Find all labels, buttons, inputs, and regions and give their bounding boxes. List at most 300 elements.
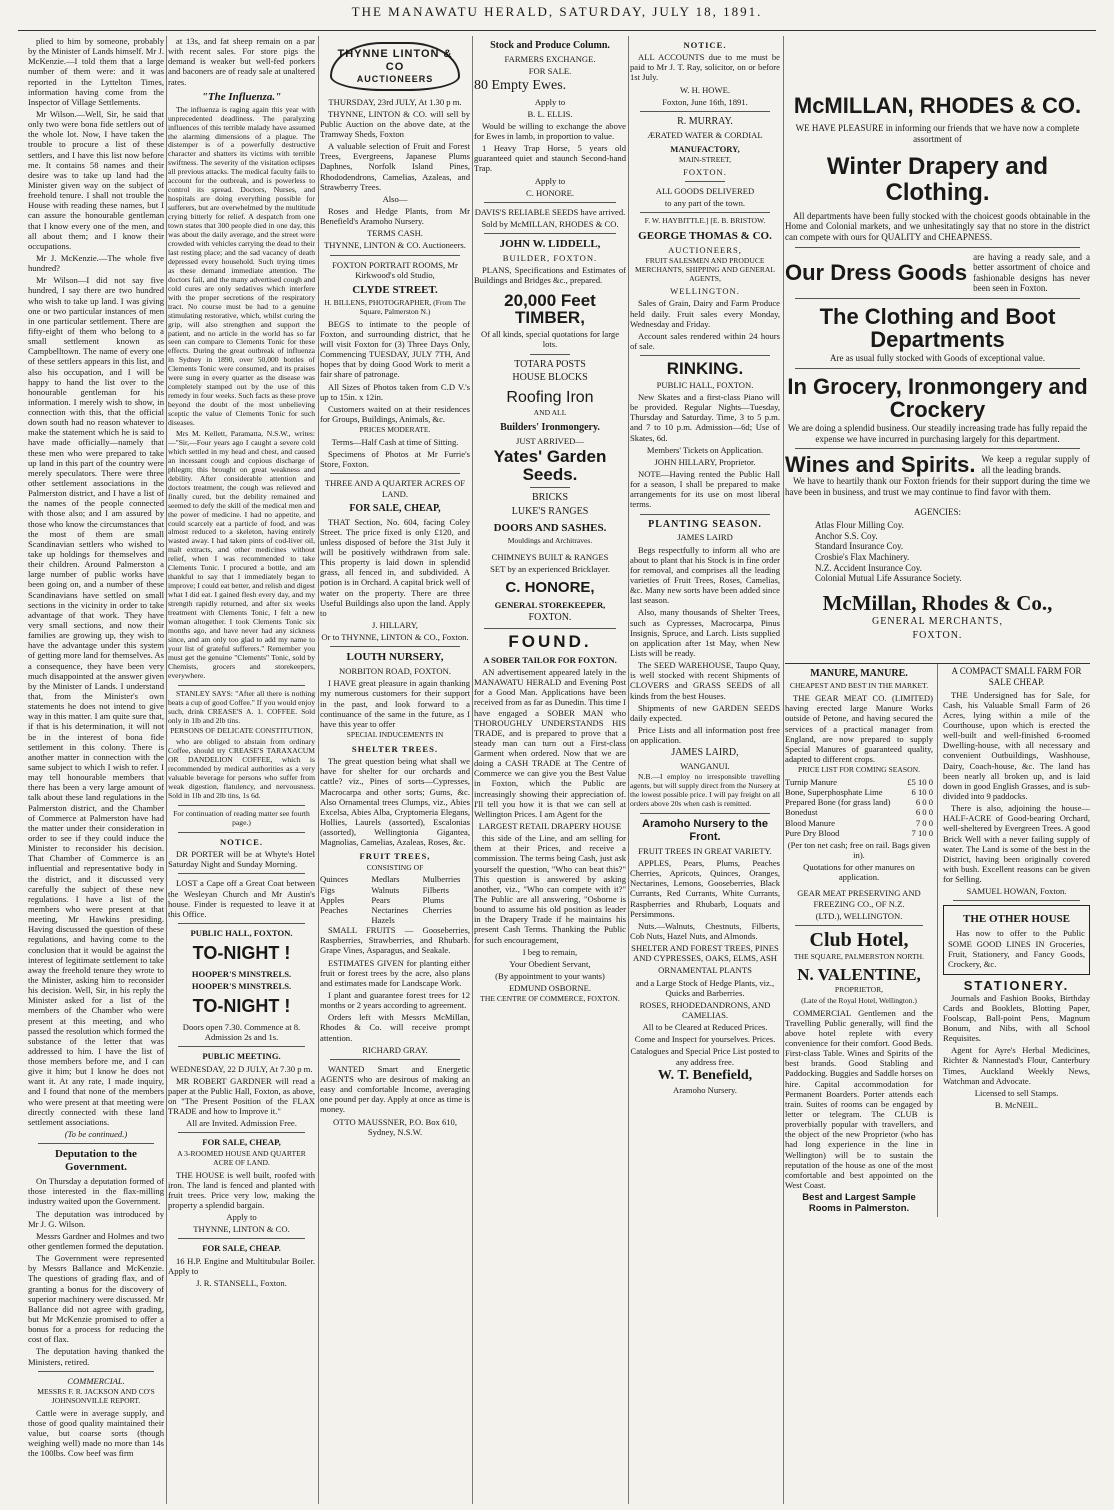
column-divider <box>628 36 629 1504</box>
separator <box>795 298 1080 299</box>
agency-item: Atlas Flour Milling Coy. <box>815 520 904 531</box>
manure-name: Prepared Bone (for grass land) <box>785 797 891 808</box>
nursery-road: NORBITON ROAD, FOXTON. <box>339 666 451 677</box>
notice-date: Foxton, June 16th, 1891. <box>662 96 748 107</box>
stationery-text: Journals and Fashion Books, Birthday Cards and Booklets, Blotting Paper, Foolscap, Ball-point Pens, Magnum Bonum, and Nibs, with all School Requisites. <box>943 992 1090 1044</box>
manure-price: £5 10 0 <box>907 777 933 788</box>
laird-text: Begs respectfully to inform all who are about to plant that his Stock is in fine order for removal, and comprises all the leading varieties of Fruit Trees, Roses, Camelias, &c. Many new sorts have been added since last season. <box>630 544 780 606</box>
largest-line: LARGEST RETAIL DRAPERY HOUSE <box>478 821 622 832</box>
foxton-line: FOXTON. <box>683 166 727 177</box>
farmers-exchange: FARMERS EXCHANGE. <box>504 53 596 64</box>
meeting-date: WEDNESDAY, 22 D JULY, At 7.30 p m. <box>170 1063 313 1074</box>
grocery-heading: In Grocery, Ironmongery and Crockery <box>787 373 1088 422</box>
separator <box>795 247 1080 248</box>
manure-price: 6 10 0 <box>911 787 933 798</box>
continuation-note: For continuation of reading matter see fourth page.) <box>173 809 310 828</box>
manure-row <box>785 787 933 797</box>
sober-line: A SOBER TAILOR FOR FOXTON. <box>483 654 617 665</box>
fruit-item: Nectarines <box>371 904 409 915</box>
wines-text: We keep a regular supply of all the leading brands. <box>981 454 1090 475</box>
murray-name: R. MURRAY. <box>677 115 733 127</box>
late-line: (Late of the Royal Hotel, Wellington.) <box>801 995 917 1005</box>
separator <box>178 923 305 924</box>
seeds-sold: Sold by McMILLAN, RHODES & CO. <box>481 219 619 229</box>
mouldings-line: Mouldings and Architraves. <box>507 536 593 546</box>
laird-nb: N.B.—I employ no irresponsible travelling agents, but will supply direct from the Nursery at the lowest possible price. I will pay freight on all orders above 20s when cash is remitted. <box>630 772 780 808</box>
mcneil-name: B. McNEIL. <box>994 1099 1039 1110</box>
column-6 <box>785 36 1090 1504</box>
separator <box>484 202 616 203</box>
separator <box>178 1046 305 1047</box>
timber-heading: TIMBER, <box>515 308 585 328</box>
land-name: J. HILLARY, <box>372 619 418 630</box>
thank-text: We have to heartily thank our Foxton friends for their support during the time we have been in business, and trust we may continue to find favor with them. <box>785 476 1090 497</box>
nursery-owner: RICHARD GRAY. <box>362 1044 428 1055</box>
separator <box>640 111 770 112</box>
manure-price: 6 0 0 <box>915 807 933 818</box>
separator <box>795 448 1080 449</box>
separator <box>530 487 570 488</box>
column-2 <box>168 36 315 1504</box>
rinking-text: New Skates and a first-class Piano will be provided. Regular Nights—Tuesday, Thursday and Saturday. Time, 3 to 5 p.m. and 7 to 10 p.m. Admission—6d; Use of Skates, 6d. <box>630 392 780 443</box>
sample-rooms: Best and Largest Sample Rooms in Palmerston. <box>802 1192 916 1215</box>
fruit-item: Peaches <box>320 904 348 915</box>
ellis-name: B. L. ELLIS. <box>527 108 573 119</box>
manure-heading: MANURE, MANURE. <box>810 668 908 680</box>
fruit-item: Filberts <box>422 884 449 895</box>
delicate-heading: PERSONS OF DELICATE CONSTITUTION, <box>170 726 313 736</box>
fruit-item: Mulberries <box>422 874 461 885</box>
nursery-text: ESTIMATES GIVEN for planting either fruit or forest trees by the acre, also plans and estimates made for Landscape Work. <box>320 957 470 988</box>
article-paragraph: The deputation was introduced by Mr J. G. Wilson. <box>28 1208 164 1229</box>
ltd-line: (LTD.), WELLINGTON. <box>815 910 903 921</box>
wines-row <box>785 453 1090 476</box>
other-house-box <box>943 905 1090 975</box>
horse-ad: 1 Heavy Trap Horse, 5 years old guaranteed quiet and staunch Second-hand Trap. <box>474 143 626 174</box>
manure-row <box>785 797 933 807</box>
catalogues-line: Catalogues and Special Price List posted to any address free. <box>630 1046 780 1067</box>
separator <box>178 685 305 686</box>
plans-text: PLANS, Specifications and Estimates of Buildings and Bridges &c., prepared. <box>474 265 626 286</box>
dress-heading: Our Dress Goods <box>785 260 968 286</box>
article-paragraph: On Thursday a deputation formed of those interested in the flax-milling industry waited upon the Government. <box>28 1176 164 1207</box>
manure-row <box>785 777 933 787</box>
influenza-heading: "The Influenza." <box>201 90 282 103</box>
ornamental-line: ORNAMENTAL PLANTS <box>658 965 752 976</box>
separator <box>795 368 1080 369</box>
ironmongery-line: Builders' Ironmongery. <box>500 421 600 433</box>
manure-row <box>785 807 933 817</box>
article-paragraph: Mr Wilson—I did not say five hundred, I say there are two hundred who wish to take up land. I was giving one or two particular instances of men in one particular settlement. There are fifty-eight of them who belong to a small settlement known as Campbelltown. The name of every one of these settlers appears in this list, and also his occupation, and I will be happy to hand the list over to the honourable gentleman for his information. I merely wish to show, in connection with this, that the official down south had no reason whatever to make the statement which he is said to have made officially—namely that these men who were prepared to take up land in this part of the country were merely speculators. There were three other settlement associations in the Palmerston district, and I have a list of the names of the people connected with those also; and I am assured by those who know the circumstances that the most of them are small Scandinavian settlers who wished to take up holdings for themselves and their children. Around Palmerston a large number of public works have been going on, and a number of these Scandinavians have settled on small sections in the vicinity in order to take advantage of that work. They have very small sections, and now their families are growing up, they wish to have the advantage under this system of getting more land for themselves. As a consequence, they have been very much disappointed at the answer given by the Minister of Lands. I understand that, from the Minister's own statements he does not intend to give way in this matter. I am quite sure that, if that is his determination, it will not be in the interest of bona fide settlement in this colony. There is another matter in connection with the same subject to which I wish to refer. I may tell honourable members that there has been a very large amount of talk about these land regulations in the Palmerston district, and the Chamber of Commerce at Palmerston have had the matter under their consideration in order to see if they could induce the Minister to reconsider his decision. That Chamber of Commerce is an influential and representative body in the district, and it discussed very carefully the subject of these new regulations. I have a list of the members who were present at that meeting, Mr Hawkins presiding. Having discussed the question of these regulations, and having come to the conclusion that it would be against the interest of legitimate settlement to take away the freehold tenure they wrote to the Minister, asking him to reconsider his decision. Well, Sir, in his reply the Minister asked for a list of the members of the Chamber who were present at this meeting, and who passed the resolution which formed the substance of the letter that was addressed to him. I have the list of those members before me, and I can give it him; but I know he does not want it. At any rate, I made inquiry, and I found that none of the members who were present at that meeting were directly connected with these land settlement associations. <box>28 275 164 1127</box>
manufactory-line: MANUFACTORY, <box>670 143 740 154</box>
article-paragraph: The deputation having thanked the Ministers, retired. <box>28 1346 164 1367</box>
fruit-item: Cherries <box>422 904 452 915</box>
auction-firm: THYNNE, LINTON & CO. Auctioneers. <box>324 240 466 251</box>
separator <box>640 813 770 814</box>
appointment-line: (By appointment to your wants) <box>495 971 605 982</box>
tonight-banner: TO-NIGHT ! <box>192 996 291 1017</box>
agency-list <box>785 520 1090 584</box>
influenza-paragraph: Mrs M. Kellett, Paramatta, N.S.W., writes:—"Sir,—Four years ago I caught a severe cold which settled in my head and chest, and caused an incessant cough and copious discharge of phlegm; this brought on great weakness and debility. After considerable attention and doctors treatment, the cough was relieved and finally cured, but the debility remained and seemed to defy the skill of the medical men and the power of medicine. I had no appetite, and could scarcely eat a particle of food, and was almost reduced to a skeleton, having entirely wasted away. I had taken pints of cod-liver oil, malt extracts, and other medicines without relief, when I was recommended to take Clements Tonic. I procured a bottle, and am thankful to say that I immediately began to improve; I could eat better, and relish and digest what I did eat. I gained flesh every day, and my strength rapidly returned, and after six weeks treatment with Clements Tonic, I felt a new woman altogether. I took Clements Tonic six months ago, and have never had any sickness since, and am only too glad to add my name to your list of grateful sufferers." Remember you must get the genuine "Clements" Tonic, sold by Chemists, grocers and storekeepers, everywhere. <box>168 428 315 680</box>
chimneys-line: CHIMNEYS BUILT & RANGES <box>491 551 609 562</box>
article-paragraph: The Government were represented by Messrs Ballance and McKenzie. The questions of grading flax, and of granting a bonus for the discovery of superior machinery were discussed. Mr Ballance did not agree with grading, but Mr McKenzie promised to offer a bonus for a process for reducing the cost of flax. <box>28 1253 164 1345</box>
commercial-subheading: MESSRS F. R. JACKSON AND CO'S JOHNSONVILLE REPORT. <box>37 1386 155 1405</box>
doors-line: DOORS AND SASHES. <box>493 522 607 535</box>
meeting-heading: PUBLIC MEETING. <box>202 1051 281 1062</box>
separator <box>330 473 460 474</box>
column-divider <box>318 36 319 1504</box>
minstrels-line: HOOPER'S MINSTRELS. <box>191 969 292 980</box>
liddell-name: JOHN W. LIDDELL, <box>499 238 601 251</box>
manure-name: Blood Manure <box>785 817 835 828</box>
wines-heading: Wines and Spirits. <box>785 452 976 478</box>
influenza-paragraph: The influenza is raging again this year with unprecedented deadliness. The paralyzing influences of this terrible malady have assumed the alarming dimensions of a plague. The distemper is of a powerfully destructive character and shatters its victims with terrible swiftness. The severity of the visitation eclipses all previous attacks. The medical faculty fails to account for the outbreak, and is powerless to control its spread. Doctors, Nurses, and hospitals are doing everything possible for sufferers, but are overwhelmed by the multitude crying bitterly for relief. A despatch from one town states that 300 people died in one day, this was about the daily average, and the street were crowded with vehicles carrying the dead to their last resting place; and the sad vacancy of death depressed every household. Such trying times as these demand immediate attention. The doctors fail, and the many advertised cough and cold cures are only sedatives which interfere with the proper secretions of the respiratory tract. No course must be had to a genuine stimulating restorative, which, whilst curing the grip, will also strengthen and support the patient, and no article in the world has so far seen can compare to Clements Tonic for these effects. During the great outbreak of influenza in Sydney in 1890, over 50,000 bottles of Clements Tonic were consumed, and its praises were sung in every quarter as the disease was completely stamped out by the use of this remedy in four weeks. Such facts as these prove beyond the doubt of the most unbelieving sceptic the value of Clements Tonic for such diseases. <box>168 104 315 428</box>
for-sale: FOR SALE. <box>528 65 572 76</box>
notice-text: DR PORTER will be at Whyte's Hotel Saturday Night and Sunday Morning. <box>168 849 315 870</box>
nursery-inducements: SPECIAL INDUCEMENTS IN <box>346 730 444 740</box>
clothing-heading: The Clothing and Boot Departments <box>819 303 1056 353</box>
laird-text: The SEED WAREHOUSE, Taupo Quay, is well stocked with recent Shipments of CLOVERS and GRASS SEEDS of all kinds from the best Houses. <box>630 660 780 701</box>
stationery-heading: STATIONERY. <box>963 977 1070 993</box>
stamp-line: THYNNE LINTON & CO <box>337 48 453 73</box>
aramoho-line: Aramoho Nursery. <box>673 1085 737 1096</box>
continued-note: (To be continued.) <box>64 1129 128 1140</box>
photo-text: BEGS to intimate to the people of Foxton, and surrounding district, that he will visit Foxton for (3) Three Days Only, Commencing TUESDAY, JULY 7TH, And hopes that by doing Good Work to merit a fair share of patronage. <box>320 318 470 380</box>
foxton-line: FOXTON. <box>912 629 963 641</box>
separator <box>640 355 770 356</box>
nursery-text: SMALL FRUITS — Gooseberries, Raspberries, Strawberries, and Rhubarb. Grape Vines, Asparagus, and Seakale. <box>320 925 470 956</box>
separator <box>640 212 770 213</box>
agency-item: Crosbie's Flax Machinery. <box>815 551 910 562</box>
square-line: THE SQUARE, PALMERSTON NORTH. <box>793 951 925 961</box>
masthead: THE MANAWATU HERALD, SATURDAY, JULY 18, 1891. <box>351 4 763 19</box>
article-paragraph: Messrs Gardner and Holmes and two other gentlemen formed the deputation. <box>28 1230 164 1251</box>
sale-text: THE HOUSE is well built, roofed with iron. The land is fenced and planted with fruit trees. Price very low, making the property a splendid bargain. <box>168 1169 315 1210</box>
lower-section <box>785 663 1090 1216</box>
manure-row <box>785 818 933 828</box>
fruit-item: Walnuts <box>371 884 400 895</box>
notice-text: ALL ACCOUNTS due to me must be paid to Mr J. T. Ray, solicitor, on or before 1st July. <box>630 52 780 83</box>
meeting-text: MR ROBERT GARDNER will read a paper at the Public Hall, Foxton, as above, on "The Present Position of the FLAX TRADE and how to Improve it." <box>168 1075 315 1117</box>
howe-name: W. H. HOWE. <box>679 84 731 95</box>
dress-row <box>785 252 1090 294</box>
and-all: AND ALL <box>533 407 567 417</box>
sale-subheading: A 3-ROOMED HOUSE AND QUARTER ACRE OF LAND. <box>177 1148 306 1167</box>
found-heading: FOUND. <box>508 631 592 651</box>
aramoho-heading: Aramoho Nursery to the Front. <box>642 817 768 843</box>
tickets-line: Members' Tickets on Application. <box>646 444 764 455</box>
clothing-text: Are as usual fully stocked with Goods of exceptional value. <box>830 353 1045 364</box>
sale-heading: FOR SALE, CHEAP, <box>202 1137 281 1148</box>
fruit-item: Figs <box>320 884 335 895</box>
rinking-heading: RINKING. <box>666 359 744 379</box>
separator <box>484 628 616 629</box>
farm-text: THE Undersigned has for Sale, for Cash, his Valuable Small Farm of 26 Acres, lying within a mile of the Courthouse, upon which is erected the well-built and well-finished 6-roomed Dwelling-house, with all necessary and convenient Outbuildings, Washhouse, Dairy, Coach-house, &c. The land has been nearly all broken up, and is laid down in good English Grasses, and is sub-divided into 9 paddocks. <box>943 689 1090 801</box>
partners-line: F. W. HAYBITTLE.] [E. B. BRISTOW. <box>644 216 766 226</box>
sales-text: Account sales rendered within 24 hours of sale. <box>630 330 780 351</box>
wanganui-line: WANGANUI. <box>680 761 730 771</box>
laird-text: Price Lists and all information post free on application. <box>630 724 780 746</box>
commercial-heading: COMMERCIAL. <box>67 1375 125 1386</box>
just-arrived: JUST ARRIVED— <box>516 435 584 446</box>
shelter-forest: SHELTER AND FOREST TREES, PINES AND CYPRESSES, OAKS, ELMS, ASH <box>631 943 779 964</box>
photo-prices: PRICES MODERATE. <box>359 425 431 435</box>
article-paragraph: at 13s, and fat sheep remain on a par with recent sales. For store pigs the demand is weaker but well-fed porkers and baconers are of ready sale at unaltered rates. <box>168 36 315 87</box>
sale-name: THYNNE, LINTON & CO. <box>193 1224 290 1235</box>
apply-label: Apply to <box>534 96 566 107</box>
photo-terms: Terms—Half Cash at time of Sitting. <box>331 437 459 448</box>
cleared-line: All to be Cleared at Reduced Prices. <box>642 1022 768 1033</box>
fruit-trees-heading: FRUIT TREES, <box>359 851 431 862</box>
separator <box>530 354 570 355</box>
thomas-firm: GEORGE THOMAS & CO. <box>638 230 772 243</box>
separator <box>685 181 725 182</box>
timber-text: Of all kinds, special quotations for large lots. <box>480 329 620 350</box>
proprietor-line: PROPRIETOR, <box>834 984 884 994</box>
planting-heading: PLANTING SEASON. <box>648 518 762 530</box>
fruit-item <box>423 915 470 925</box>
farm-column <box>938 664 1090 1216</box>
sale-name: J. R. STANSELL, Foxton. <box>196 1277 287 1288</box>
timber-heading: 20,000 Feet <box>504 290 596 310</box>
doors-info: Doors open 7.30. Commence at 8. Admission 2s and 1s. <box>182 1022 301 1043</box>
dress-text: are having a ready sale, and a better assortment of choice and fashionable designs has never been seen in Foxton. <box>973 251 1090 294</box>
stanley-ad: STANLEY SAYS: "After all there is nothing beats a cup of good Coffee." If you would enjoy such, drink CREASE'S A. 1. COFFEE. Sold only in 1lb and 2lb tins. <box>168 688 315 725</box>
fruit-list <box>320 874 470 925</box>
roofing-line: Roofing Iron <box>506 389 594 407</box>
winter-heading: Winter Drapery and Clothing. <box>826 153 1049 206</box>
aerated-line: ÆRATED WATER & CORDIAL <box>647 129 763 140</box>
auction-date: THURSDAY, 23rd JULY, At 1.30 p m. <box>328 96 462 107</box>
honore-name: C. HONORE. <box>526 187 574 198</box>
gear-text: THE GEAR MEAT CO. (LIMITED) having erected large Manure Works outside of Petone, and having secured the services of a practical manager from England, are now prepared to supply Special Manures of guaranteed quality, adapted to different crops. <box>785 693 933 764</box>
separator <box>178 805 305 806</box>
set-line: SET by an experienced Bricklayer. <box>490 564 610 575</box>
aramoho-text: Nuts.—Walnuts, Chestnuts, Filberts, Cob Nuts, Hazel Nuts, and Almonds. <box>630 920 780 942</box>
apply-label: Apply to <box>534 175 566 186</box>
perton-line: (Per ton net cash; free on rail. Bags given in). <box>787 839 931 861</box>
foxton-line: FOXTON. <box>528 612 572 624</box>
separator <box>953 900 1080 901</box>
agency-item: N.Z. Accident Insurance Coy. <box>815 562 922 573</box>
notice-heading: NOTICE. <box>219 837 264 848</box>
column-4 <box>474 36 626 1504</box>
licensed-line: Licensed to sell Stamps. <box>974 1087 1059 1098</box>
separator <box>640 514 770 515</box>
agencies-heading: AGENCIES: <box>914 507 961 518</box>
photo-street: CLYDE STREET. <box>352 283 438 296</box>
nursery-text: I plant and guarantee forest trees for 12 months or 2 years according to agreement. <box>320 990 470 1011</box>
laird-name: JAMES LAIRD, <box>671 747 739 759</box>
sale-heading: FOR SALE, CHEAP. <box>202 1243 281 1254</box>
fruit-item <box>320 915 367 925</box>
manure-price: 7 0 0 <box>915 817 933 828</box>
auction-also: Also— <box>382 193 408 204</box>
hall-heading: PUBLIC HALL, FOXTON. <box>190 928 293 938</box>
auction-terms: TERMS CASH. <box>367 228 423 239</box>
nursery-text: I HAVE great pleasure in again thanking my numerous customers for their support in the past, and look forward to a continuance of the same in the future, as I have this year to offer <box>320 678 470 729</box>
separator <box>795 925 923 926</box>
article-paragraph: Mr Wilson.—Well, Sir, he said that only two were bona fide settlers out of the whole lot. Now, I have taken the trouble to procure a list of these settlers, and I have this list now before me. It contains 58 names and their desire was to take up land had the Minister given way on the subject of freehold tenure. I shall not trouble the House with reading these names, but I can assure the honourable gentleman that I know every one of the men, and all about them; and I know their occupations. <box>28 108 164 251</box>
other-house-text: Has now to offer to the Public SOME GOOD LINES IN Groceries, Fruit, Stationery, and Fancy Goods, Crockery, &c. <box>948 928 1085 969</box>
separator <box>178 832 305 833</box>
nursery-text: Orders left with Messrs McMillan, Rhodes & Co. will receive prompt attention. <box>320 1012 470 1043</box>
auction-text: Roses and Hedge Plants, from Mr Benefield's Aramoho Nursery. <box>320 205 470 227</box>
sales-text: Sales of Grain, Dairy and Farm Produce held daily. Fruit sales every Monday, Wednesday and Friday. <box>630 298 780 329</box>
article-paragraph: Mr J. McKenzie.—The whole five hundred? <box>28 252 164 274</box>
masthead-rule <box>18 30 1096 31</box>
farm-heading: A COMPACT SMALL FARM FOR SALE CHEAP. <box>951 666 1082 687</box>
come-line: Come and Inspect for yourselves. Prices. <box>634 1034 776 1045</box>
photo-text: Customers waited on at their residences for Groups, Buildings, Animals, &c. <box>320 403 470 424</box>
photo-text: All Sizes of Photos taken from C.D V.'s up to 15in. x 12in. <box>320 381 470 402</box>
goods-line: ALL GOODS DELIVERED <box>655 186 755 197</box>
land-heading: THREE AND A QUARTER ACRES OF LAND. <box>324 478 466 499</box>
stamp-line: AUCTIONEERS <box>356 73 434 84</box>
column-1 <box>28 36 164 1504</box>
fruit-item: Plums <box>422 894 445 905</box>
land-sale: FOR SALE, CHEAP, <box>349 502 441 514</box>
manure-name: Turnip Manure <box>785 777 837 788</box>
general-merchants: GENERAL MERCHANTS, <box>872 615 1003 627</box>
manure-name: Bone, Superphosphate Lime <box>785 787 883 798</box>
manure-name: Pure Dry Blood <box>785 827 840 838</box>
separator <box>38 1143 154 1144</box>
mcmillan-intro: WE HAVE PLEASURE in informing our friends that we have now a complete assortment of <box>795 123 1080 144</box>
mcmillan-title: McMILLAN, RHODES & CO. <box>793 93 1082 118</box>
shelter-heading: SHELTER TREES. <box>351 743 439 754</box>
delicate-ad: who are obliged to abstain from ordinary Coffee, should try CREASE'S TARAXACUM OR DANDELION COFFEE, which is recommended by medical authorities as a very valuable beverage for persons who suffer from weak digestion, flatulency, and nervousness. Sold in 1lb and 2lb tins, 1s 6d. <box>168 737 315 801</box>
cheapest-line: CHEAPEST AND BEST IN THE MARKET. <box>789 681 929 691</box>
manure-column <box>785 664 938 1216</box>
auctioneers-line: AUCTIONEERS, <box>668 245 742 256</box>
nursery-heading: LOUTH NURSERY, <box>346 651 444 664</box>
mcmillan-footer-title: McMillan, Rhodes & Co., <box>822 590 1053 615</box>
column-5 <box>630 36 780 1504</box>
land-or: Or to THYNNE, LINTON & CO., Foxton. <box>321 632 469 643</box>
obedient-line: Your Obedient Servant, <box>509 958 591 969</box>
gearco-line: GEAR MEAT PRESERVING AND FREEZING CO., OF N.Z. <box>797 888 921 909</box>
beg-line: I beg to remain, <box>522 946 578 957</box>
depts-text: All departments have been fully stocked with the choicest goods obtainable in the Home and Colonial markets, and we unhesitatingly say that no store in the district can compete with ours for QUALITY and CHEAPNESS. <box>785 210 1090 242</box>
laird-text: Also, many thousands of Shelter Trees, such as Cypresses, Macrocarpa, Pinus Insignis, Spruce, and Larch. Lists supplied on application after 1st May, when New Lists will be ready. <box>630 607 780 658</box>
article-paragraph: plied to him by someone, probably by the Minister of Lands himself. Mr J. McKenzie.—I told them that a large number of them were: and it was reported in the Lyttelton Times, information having come from the Inspector of Village Settlements. <box>28 36 164 107</box>
hedge-line: and a Large Stock of Hedge Plants, viz., Quicks and Barberries. <box>635 977 775 998</box>
stationery-text: Agent for Ayre's Herbal Medicines, Richter & Nannestad's Flour, Canterbury Times, Auckland Weekly News, Watchman and Advocate. <box>943 1045 1090 1086</box>
blocks-line: HOUSE BLOCKS <box>512 372 588 384</box>
builder-title: BUILDER, FOXTON. <box>502 253 598 264</box>
yates-heading: Seeds. <box>522 464 578 484</box>
sale-apply: Apply to <box>226 1212 257 1223</box>
photo-text: Specimens of Photos at Mr Furrie's Store, Foxton. <box>320 449 470 470</box>
grocery-text: We are doing a splendid business. Our steadily increasing trade has fully repaid the expense we have incurred in purchasing largely for this department. <box>787 422 1088 444</box>
aramoho-text: APPLES, Pears, Plums, Peaches Cherries, Apricots, Quinces, Oranges, Nectarines, Lemons, Gooseberries, Black Currants, Red Currants, White Currants, Raspberries and Rhubarb, Loquats and Persimmons. <box>630 858 780 919</box>
column-divider <box>472 36 473 1504</box>
column-3 <box>320 36 470 1504</box>
storekeeper-line: GENERAL STOREKEEPER, <box>494 600 606 611</box>
wanted-name: OTTO MAUSSNER, P.O. Box 610, Sydney, N.S.W. <box>333 1116 457 1137</box>
minstrels-line: HOOPER'S MINSTRELS. <box>191 981 292 992</box>
manure-row <box>785 828 933 838</box>
bricks-line: BRICKS <box>531 492 569 504</box>
yates-heading: Yates' Garden <box>493 446 607 466</box>
agency-item: Standard Insurance Coy. <box>815 541 904 552</box>
quotations-line: Quotations for other manures on application. <box>803 862 915 883</box>
article-paragraph: Cattle were in average supply, and those of good quality maintained their value, but coarse sorts (though weighing well) made no more than 14s the 100lbs. Cow beef was firm <box>28 1407 164 1459</box>
found-text: this side of the Line, and am selling for them at their Prices, and receive a commission. The terms being Cash, just ask yourself the question, "Who can beat this?" This question is answered by asking another, viz., "Who can compete with it?" The Public are all answering, "Osborne is bound to assume his old position as leader in the Drapery Trade if he maintains his present Cash Terms. Thanking the Public for such encouragement, <box>474 833 626 945</box>
manure-price: 7 10 0 <box>911 827 933 838</box>
separator <box>330 255 460 256</box>
seeds-ad: DAVIS'S RELIABLE SEEDS have arrived. <box>474 206 626 217</box>
fruit-item: Medlars <box>371 874 400 885</box>
hillary-name: JOHN HILLARY, Proprietor. <box>654 456 756 467</box>
land-text: THAT Section, No. 604, facing Coley Street. The price fixed is only £120, and unless disposed of before the 31st July it will be positively withdrawn from sale. This property is laid down in splendid grass, all fenced in, and subdivided. A potion is in Orchard. A capital brick well of water on the property. There are three Useful Buildings also upon the land. Apply to <box>320 516 470 618</box>
totara-line: TOTARA POSTS <box>514 358 586 370</box>
wellington-line: WELLINGTON. <box>670 286 740 297</box>
club-heading: Club Hotel, <box>809 928 909 951</box>
laird-name: JAMES LAIRD <box>677 532 733 543</box>
sale-text: 16 H.P. Engine and Multitubular Boiler. Apply to <box>168 1255 315 1276</box>
separator <box>178 1132 305 1133</box>
other-house-heading: THE OTHER HOUSE <box>963 913 1070 926</box>
column-divider <box>166 36 167 1504</box>
anypart-line: to any part of the town. <box>664 198 746 209</box>
howan-name: SAMUEL HOWAN, Foxton. <box>966 886 1067 897</box>
benefield-name: W. T. Benefield, <box>657 1067 753 1083</box>
separator <box>178 873 305 874</box>
laird-text: Shipments of new GARDEN SEEDS daily expected. <box>630 702 780 723</box>
agency-item: Colonial Mutual Life Assurance Society. <box>815 573 962 584</box>
valentine-name: N. VALENTINE, <box>797 964 921 984</box>
main-street: MAIN-STREET, <box>679 154 731 164</box>
wanted-ad: WANTED Smart and Energetic AGENTS who are desirous of making an easy and comfortable Income, averaging one pound per day. Apply at once as time is money. <box>320 1063 470 1115</box>
lost-ad: LOST a Cape off a Great Coat between the Wesleyan Church and Mr Austin's house. Finder is requested to leave it at this Office. <box>168 878 315 919</box>
fruit-item: Quinces <box>320 874 349 885</box>
stock-heading: Stock and Produce Column. <box>490 40 610 51</box>
nursery-text: The great question being what shall we have for shelter for our orchards and cattle? viz., Pines of sorts—Cypresses, Macrocarpa and other sorts; Gums, &c. Also Ornamental trees Clumps, viz., Abies Excelsa, Abies Alba, Cryptomeria Elegans, Hollies, Laurels (assorted), Escalonias (assorted), Wellingtonia Gigantea, Magnolias, Camelias, Azaleas, Roses, &c. <box>320 756 470 848</box>
farm-text: There is also, adjoining the house—HALF-ACRE of Good-bearing Orchard, well-sheltered by Evergreen Trees. A good Brick Well with a never failing supply of water. The Land is some of the best in the District, having been originally covered with bush. Excellent reasons can be given for Selling. <box>943 803 1090 885</box>
deputation-heading: Deputation to the Government. <box>55 1148 137 1174</box>
centre-line: THE CENTRE OF COMMERCE, FOXTON. <box>480 994 620 1004</box>
column-divider <box>783 36 784 1504</box>
fruit-item: Hazels <box>371 915 395 926</box>
osborne-name: EDMUND OSBORNE. <box>508 983 592 994</box>
consisting-label: CONSISTING OF <box>366 862 424 872</box>
manure-name: Bonedust <box>785 807 818 818</box>
hall-line: PUBLIC HALL, FOXTON. <box>656 379 754 390</box>
fruit-variety: FRUIT TREES IN GREAT VARIETY. <box>638 845 772 856</box>
agency-item: Anchor S.S. Coy. <box>815 530 878 541</box>
auctioneers-stamp <box>330 42 460 91</box>
ranges-line: LUKE'S RANGES <box>511 506 589 518</box>
separator <box>484 233 616 234</box>
ewes-ad: 80 Empty Ewes. <box>474 78 567 94</box>
exchange-text: Would be willing to exchange the above for Ewes in lamb, in proportion to value. <box>474 120 626 142</box>
tonight-banner: TO-NIGHT ! <box>192 943 291 964</box>
meeting-invite: All are Invited. Admission Free. <box>186 1118 297 1129</box>
manure-price: 6 0 0 <box>915 797 933 808</box>
auction-text: A valuable selection of Fruit and Forest Trees, Evergreens, Japanese Plums Daphnes, Norfolk Island Pines, Rhododendrons, Camelias, Azaleas, and Strawberry Trees. <box>320 141 470 192</box>
fruit-item: Pears <box>371 894 390 905</box>
auction-text: THYNNE, LINTON & CO. will sell by Public Auction on the above date, at the Tramway Sheds, Foxton <box>320 108 470 139</box>
rinking-text: NOTE—Having rented the Public Hall for a season, I shall be prepared to make arrangements for its use on most liberal terms. <box>630 469 780 510</box>
roses-line: ROSES, RHODEDANDRONS, AND CAMELIAS. <box>639 999 771 1020</box>
photo-heading: FOXTON PORTRAIT ROOMS, Mr Kirkwood's old Studio, <box>332 259 458 280</box>
fruit-item: Apples <box>320 894 345 905</box>
found-text: AN advertisement appeared lately in the MANAWATU HERALD and Evening Post for a Good Man. Applications have been received from as far as Dunedin. This time I have engaged a SOBER MAN who THOROUGHLY UNDERSTANDS HIS TRADE, and is prepared to prove that a steady man can turn out a First-class Garment when ordered. Now that we are doing a CASH TRADE at The Centre of Commerce we can give you the Best Value in Foxton, which the Public are increasingly showing their appreciation of. I'll tell you how it is that we can sell at Wellington Prices. I am Agent for the <box>474 666 626 819</box>
fruit-salesmen: FRUIT SALESMEN AND PRODUCE MERCHANTS, SHIPPING AND GENERAL AGENTS, <box>634 256 776 284</box>
separator <box>330 646 460 647</box>
